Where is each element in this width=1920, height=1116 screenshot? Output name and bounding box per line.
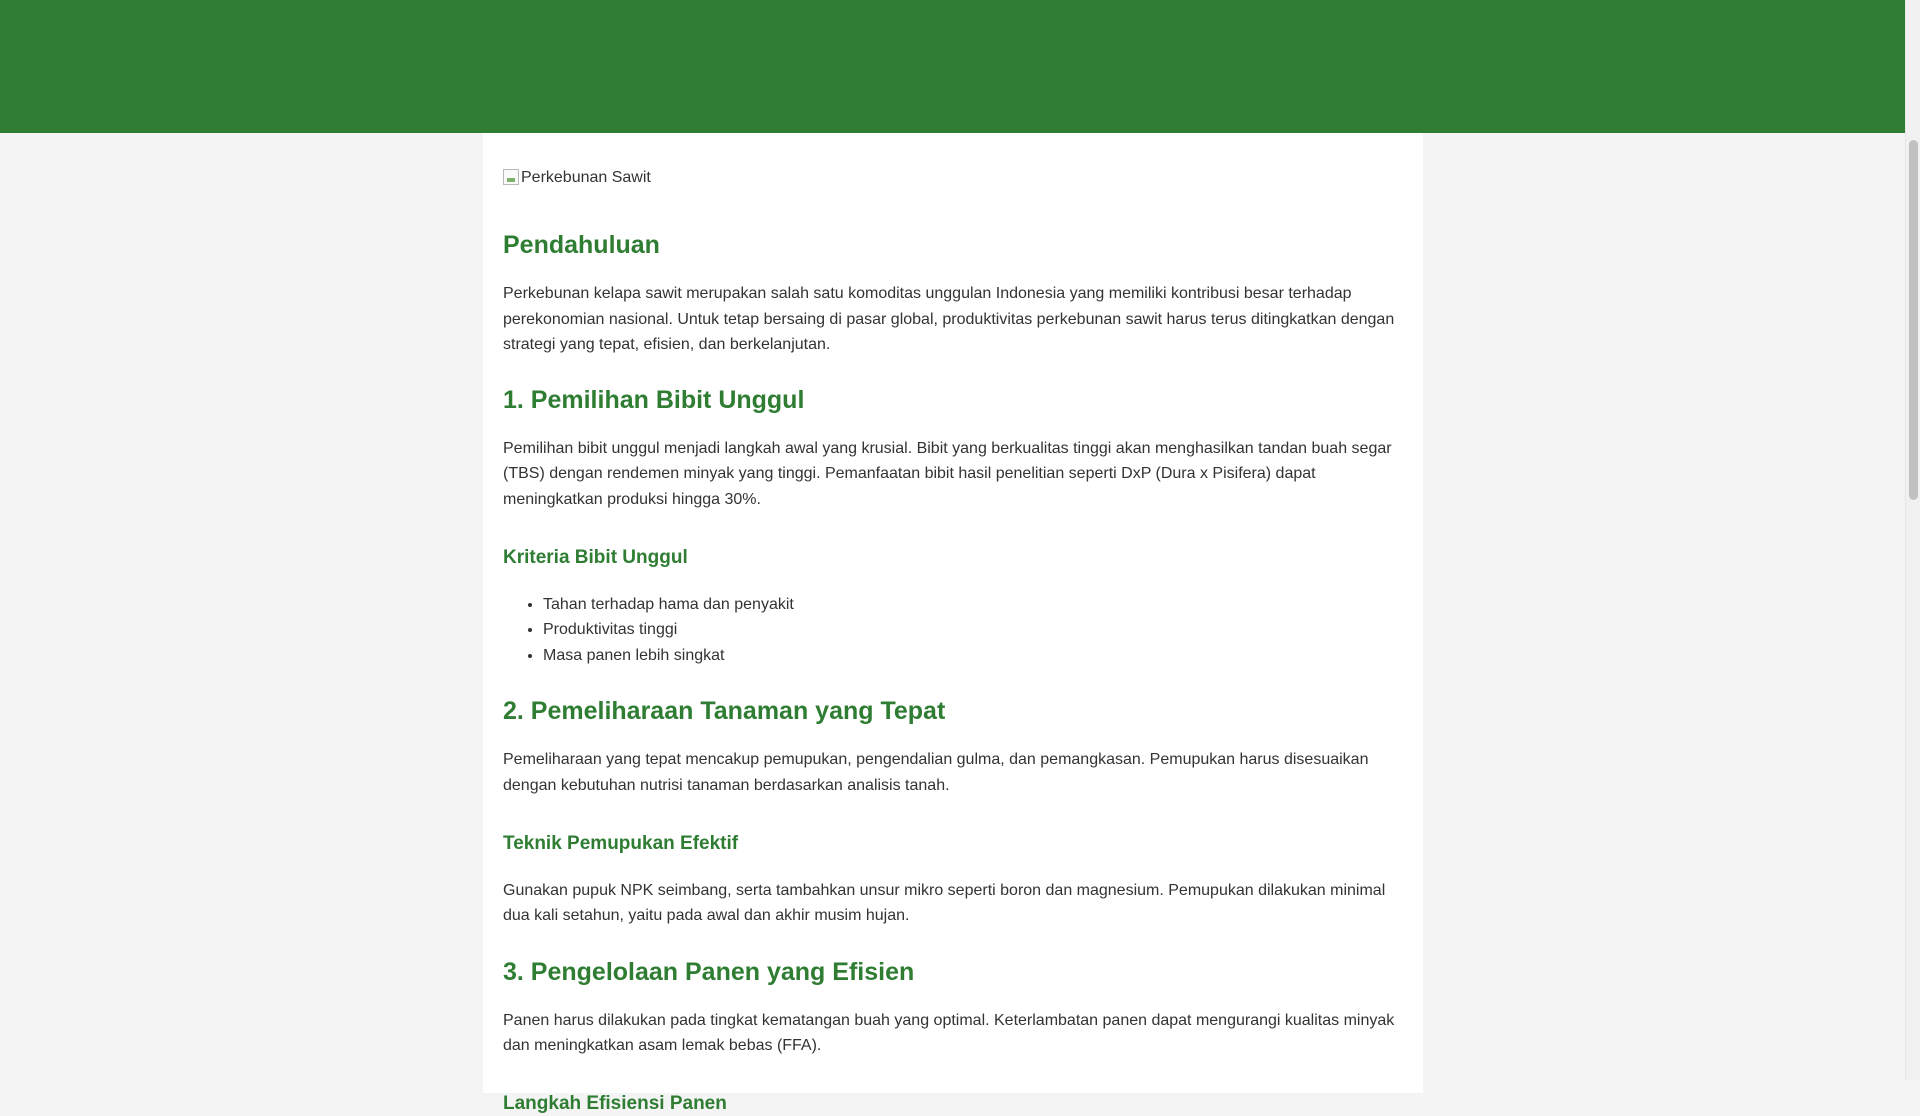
bibit-paragraph: Pemilihan bibit unggul menjadi langkah awal yang krusial. Bibit yang berkualitas tinggi akan menghasilkan tandan buah segar (TBS) dengan rendemen minyak yang tinggi. Pemanfaatan bibit hasil penelitian seperti DxP (Dura x Pisifera) dapat meningkatkan produksi hingga 30%. bbox=[503, 439, 1392, 508]
intro-paragraph: Perkebunan kelapa sawit merupakan salah satu komoditas unggulan Indonesia yang memiliki kontribusi besar terhadap perekonomian nasional. Untuk tetap bersaing di pasar global, produktivitas perkebunan sawit harus terus ditingkatkan dengan strategi yang tepat, efisien, dan berkelanjutan. bbox=[503, 285, 1395, 354]
panen-paragraph: Panen harus dilakukan pada tingkat kematangan buah yang optimal. Keterlambatan panen dapat mengurangi kualitas minyak dan meningkatkan asam lemak bebas (FFA). bbox=[503, 1011, 1395, 1055]
list-item: • Masa panen lebih singkat bbox=[543, 643, 1403, 669]
kriteria-list bbox=[543, 592, 1403, 669]
article bbox=[483, 133, 1423, 1114]
section-heading-bibit: 1. Pemilihan Bibit Unggul bbox=[503, 385, 805, 414]
scrollbar-thumb[interactable] bbox=[1909, 140, 1918, 500]
page-scrollbar[interactable] bbox=[1905, 0, 1920, 1080]
subheading-pemupukan: Teknik Pemupukan Efektif bbox=[503, 832, 739, 854]
pemupukan-paragraph: Gunakan pupuk NPK seimbang, serta tambahkan unsur mikro seperti boron dan magnesium. Pemupukan dilakukan minimal dua kali setahun, yaitu pada awal dan akhir musim hujan. bbox=[503, 881, 1386, 925]
subheading-efisiensi: Langkah Efisiensi Panen bbox=[503, 1092, 727, 1114]
list-item: • Produktivitas tinggi bbox=[543, 617, 1403, 643]
hero-image-alt: Perkebunan Sawit bbox=[521, 168, 651, 186]
pemeliharaan-paragraph: Pemeliharaan yang tepat mencakup pemupukan, pengendalian gulma, dan pemangkasan. Pemupukan harus disesuaikan dengan kebutuhan nutrisi tanaman berdasarkan analisis tanah. bbox=[503, 751, 1369, 794]
broken-image-icon bbox=[503, 169, 519, 185]
subheading-kriteria: Kriteria Bibit Unggul bbox=[503, 546, 688, 568]
list-item: • Tahan terhadap hama dan penyakit bbox=[543, 592, 1403, 618]
section-heading-panen: 3. Pengelolaan Panen yang Efisien bbox=[503, 957, 915, 986]
section-heading-pemeliharaan: 2. Pemeliharaan Tanaman yang Tepat bbox=[503, 697, 946, 726]
hero-image bbox=[503, 167, 1403, 187]
section-heading-intro: Pendahuluan bbox=[503, 231, 660, 259]
site-header bbox=[0, 0, 1905, 133]
